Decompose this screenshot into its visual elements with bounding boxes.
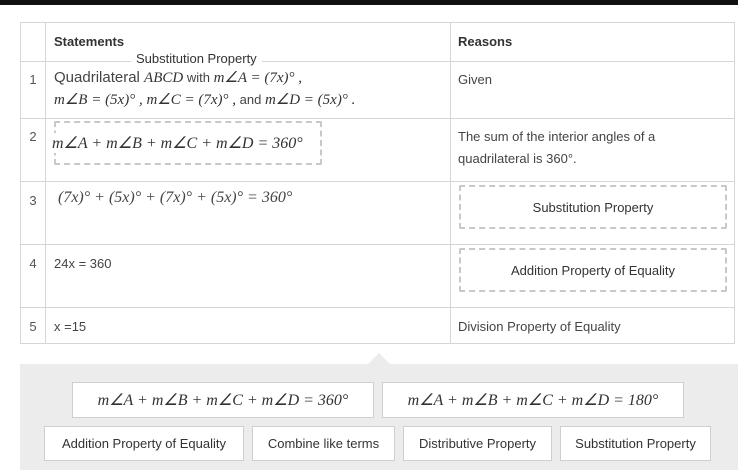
row-divider <box>21 118 734 119</box>
row-divider <box>21 181 734 182</box>
column-divider <box>450 23 451 343</box>
reason-5: Division Property of Equality <box>458 319 621 334</box>
statement-1-line1 <box>54 68 302 87</box>
tile-distributive-property[interactable]: Distributive Property <box>403 426 552 461</box>
statement-math: m∠D = (5x)° . <box>264 92 356 108</box>
row-number: 4 <box>29 256 37 271</box>
statement-3: (7x)° + (5x)° + (7x)° + (5x)° = 360° <box>58 189 293 206</box>
dragging-tile-substitution-property[interactable]: Substitution Property <box>131 51 262 66</box>
statement-text: with <box>183 70 214 85</box>
bank-pointer <box>368 353 390 364</box>
row-divider <box>21 244 734 245</box>
tile-combine-like-terms[interactable]: Combine like terms <box>252 426 395 461</box>
row-number: 1 <box>29 72 37 87</box>
statements-header: Statements <box>54 34 125 49</box>
tile-angle-sum-180[interactable]: m∠A + m∠B + m∠C + m∠D = 180° <box>382 382 684 418</box>
reason-3: Substitution Property <box>532 199 654 215</box>
row-number: 2 <box>29 129 37 144</box>
reason-2-line2: quadrilateral is 360°. <box>458 151 577 166</box>
row-divider <box>21 61 734 62</box>
statement-5: x =15 <box>54 319 87 334</box>
statement-math: ABCD <box>144 70 184 86</box>
tile-substitution-property[interactable]: Substitution Property <box>560 426 711 461</box>
statement-math: m∠A + m∠B + m∠C + m∠D = 360° <box>52 135 303 152</box>
statement-1-line2 <box>54 90 355 109</box>
row-number: 3 <box>29 193 37 208</box>
statement-text: and <box>236 92 265 107</box>
column-divider <box>45 23 46 343</box>
reason-4: Addition Property of Equality <box>510 262 676 278</box>
statement-text: Quadrilateral <box>54 69 145 86</box>
reason-2-line1: The sum of the interior angles of a <box>458 129 656 144</box>
tile-addition-property[interactable]: Addition Property of Equality <box>44 426 244 461</box>
statement-2-dropzone[interactable] <box>54 121 322 165</box>
proof-table <box>20 22 735 344</box>
top-bar <box>0 0 738 5</box>
tile-angle-sum-360[interactable]: m∠A + m∠B + m∠C + m∠D = 360° <box>72 382 374 418</box>
statement-4: 24x = 360 <box>54 256 112 271</box>
reasons-header: Reasons <box>458 34 513 49</box>
reason-3-dropzone[interactable] <box>459 185 727 229</box>
row-number: 5 <box>29 319 37 334</box>
reason-1: Given <box>458 72 492 87</box>
statement-math: m∠B = (5x)° , m∠C = (7x)° , <box>54 92 237 108</box>
row-divider <box>21 307 734 308</box>
statement-math: m∠A = (7x)° , <box>213 70 303 86</box>
reason-4-dropzone[interactable] <box>459 248 727 292</box>
